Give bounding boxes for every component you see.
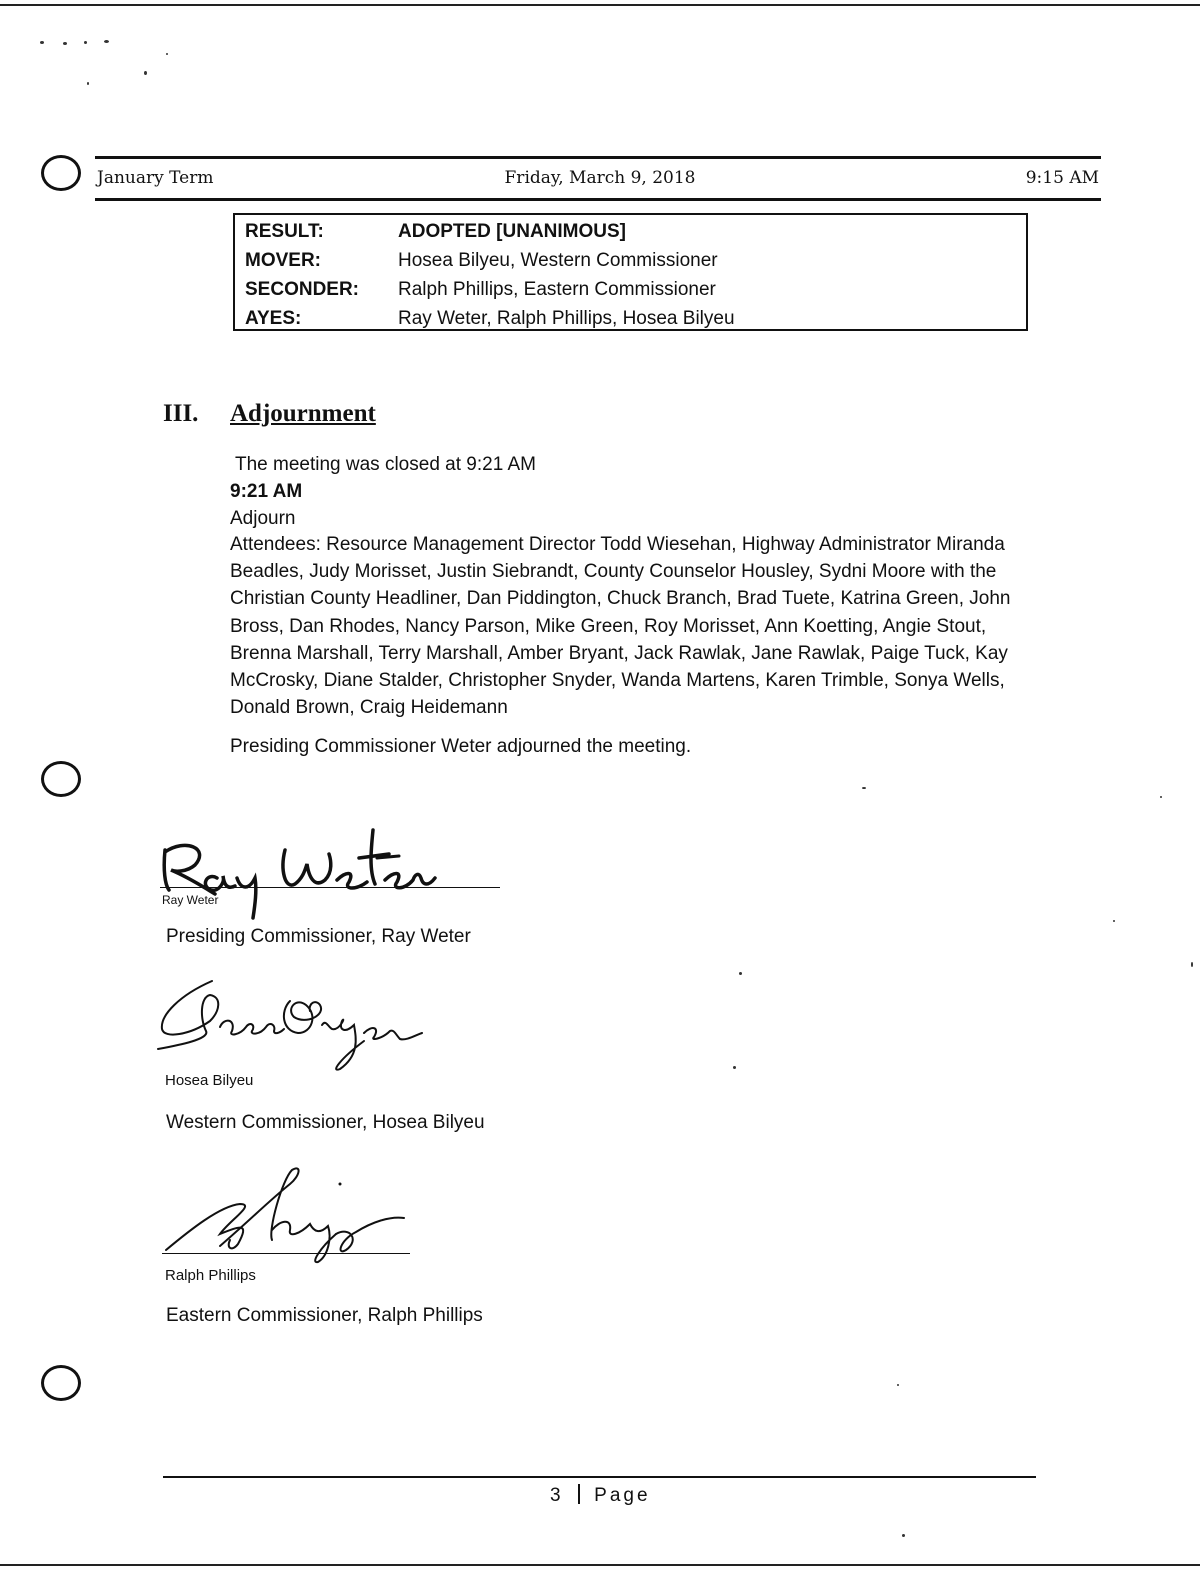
header-bottom-rule — [95, 198, 1101, 201]
section-title: Adjournment — [230, 400, 376, 427]
scan-speck — [84, 41, 87, 44]
section-number: III. — [163, 400, 199, 427]
closing-statement: Presiding Commissioner Weter adjourned the meeting. — [230, 736, 692, 757]
seconder-label: SECONDER: — [245, 279, 360, 300]
binder-hole — [41, 761, 81, 797]
scan-speck — [1160, 796, 1162, 798]
signer-printed-name: Ralph Phillips — [165, 1267, 256, 1284]
hosea-bilyeu-signature — [150, 975, 450, 1075]
mover-value: Hosea Bilyeu, Western Commissioner — [398, 250, 718, 271]
signature-line — [162, 1253, 410, 1254]
scan-speck — [104, 40, 109, 43]
meeting-closed-text: The meeting was closed at 9:21 AM — [235, 454, 536, 475]
signature-caption: Eastern Commissioner, Ralph Phillips — [166, 1305, 483, 1326]
result-label: RESULT: — [245, 221, 324, 242]
scan-speck — [87, 82, 89, 85]
signature-line — [160, 887, 500, 888]
scan-speck — [739, 972, 742, 975]
adjourn-action: Adjourn — [230, 508, 296, 529]
scan-bottom-edge — [0, 1564, 1200, 1566]
scan-speck — [166, 53, 168, 55]
scan-speck — [902, 1534, 905, 1537]
result-value: ADOPTED [UNANIMOUS] — [398, 221, 626, 242]
scan-speck — [63, 42, 67, 45]
scan-speck — [1191, 962, 1193, 967]
header-time: 9:15 AM — [1025, 168, 1099, 188]
seconder-value: Ralph Phillips, Eastern Commissioner — [398, 279, 716, 300]
signature-caption: Western Commissioner, Hosea Bilyeu — [166, 1112, 485, 1133]
header-term: January Term — [97, 168, 214, 188]
scan-speck — [144, 71, 147, 75]
motion-result-table — [233, 213, 1028, 331]
signer-printed-name: Hosea Bilyeu — [165, 1072, 254, 1089]
header-date: Friday, March 9, 2018 — [504, 168, 696, 188]
attendees-list: Attendees: Resource Management Director Todd Wiesehan, Highway Administrator Miranda Beadles, Judy Morisset, Justin Siebrandt, County Counselor Housley, Sydni Moore with the Christian County Headliner, Dan Piddington, Chuck Branch, Brad Tuete, Katrina Green, John Bross, Dan Rhodes, Nancy Parson, Mike Green, Roy Morisset, Ann Koetting, Angie Stout, Brenna Marshall, Terry Marshall, Amber Bryant, Jack Rawlak, Jane Rawlak, Paige Tuck, Kay McCrosky, Diane Stalder, Christopher Snyder, Wanda Martens, Karen Trimble, Sonya Wells, Donald Brown, Craig Heidemann — [230, 534, 1011, 719]
page-number — [550, 1484, 651, 1507]
footer-rule — [163, 1476, 1036, 1478]
page-label: Page — [594, 1485, 651, 1506]
signature-caption: Presiding Commissioner, Ray Weter — [166, 926, 471, 947]
scan-speck — [897, 1384, 899, 1386]
adjourn-time: 9:21 AM — [230, 481, 303, 502]
ayes-value: Ray Weter, Ralph Phillips, Hosea Bilyeu — [398, 308, 735, 329]
scan-top-edge — [0, 4, 1200, 6]
header-top-rule — [95, 156, 1101, 159]
page-number-value: 3 — [550, 1485, 564, 1506]
scan-speck — [1113, 920, 1115, 922]
scan-speck — [733, 1066, 736, 1069]
ayes-label: AYES: — [245, 308, 302, 329]
mover-label: MOVER: — [245, 250, 321, 271]
scan-speck — [40, 41, 44, 44]
page-separator — [578, 1484, 580, 1504]
signer-printed-name: Ray Weter — [162, 893, 219, 907]
scan-speck — [862, 787, 866, 789]
binder-hole — [41, 1365, 81, 1401]
